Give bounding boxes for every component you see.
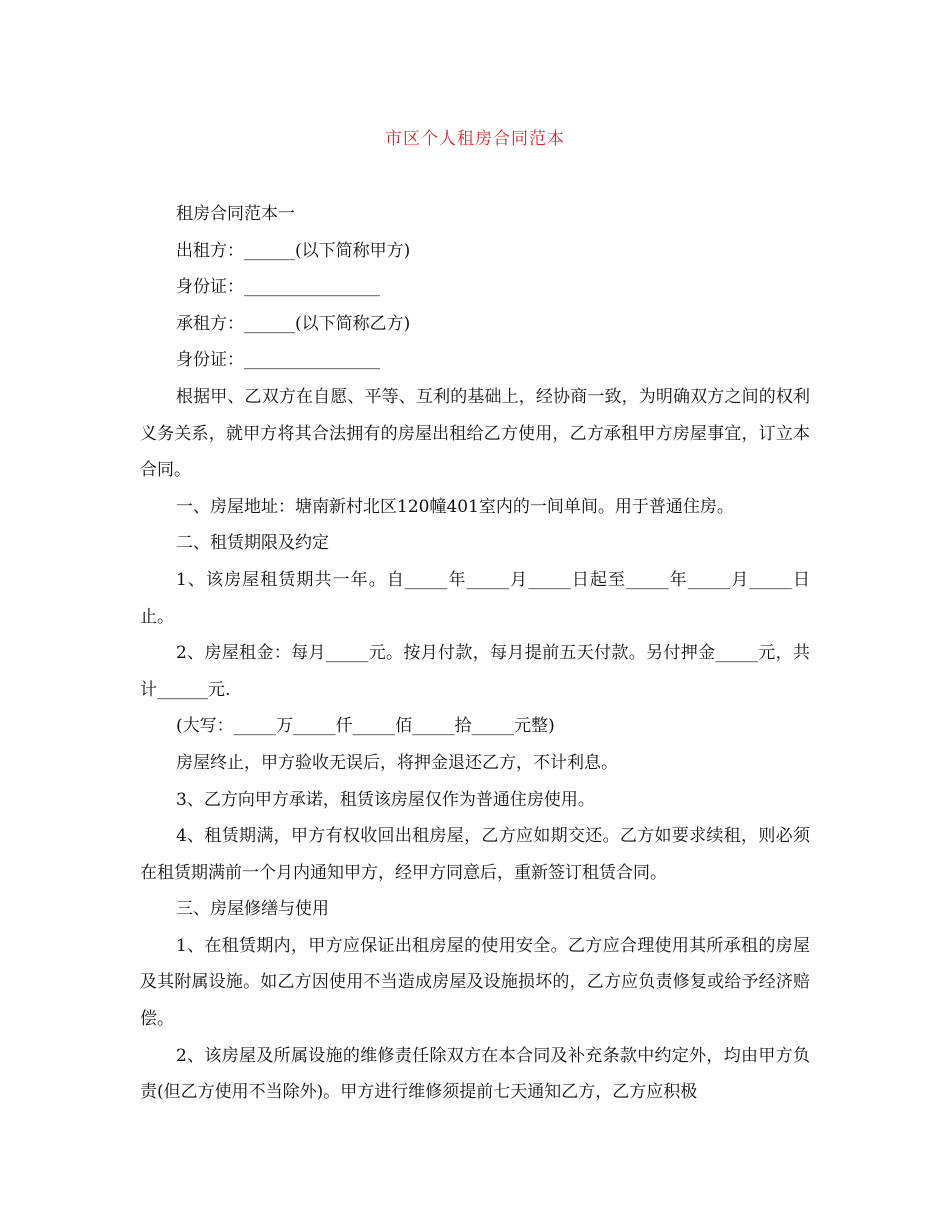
document-title: 市区个人租房合同范本 (385, 129, 565, 149)
paragraph-deposit-return: 房屋终止，甲方验收无误后，将押金退还乙方，不计利息。 (176, 752, 618, 773)
paragraph-repair-1: 1、在租赁期内，甲方应保证出租房屋的使用安全。乙方应合理使用其所承租的房屋及其附属设施。如乙方因使用不当造成房屋及设施损坏的，乙方应负责修复或给予经济赔偿。 (140, 935, 810, 1030)
paragraph-address: 一、房屋地址：塘南新村北区120幢401室内的一间单间。用于普通住房。 (176, 496, 734, 517)
paragraph-lessee: 承租方：______(以下简称乙方) (176, 313, 411, 334)
document-body (140, 196, 810, 1111)
paragraph-lessor-id: 身份证：________________ (176, 277, 380, 298)
paragraph-repair-2: 2、该房屋及所属设施的维修责任除双方在本合同及补充条款中约定外，均由甲方负责(但乙方使用不当除外)。甲方进行维修须提前七天通知乙方，乙方应积极 (140, 1045, 810, 1103)
paragraph-lessor: 出租方：______(以下简称甲方) (176, 240, 411, 261)
paragraph-term-3: 3、乙方向甲方承诺，租赁该房屋仅作为普通住房使用。 (176, 789, 595, 810)
section-repair: 三、房屋修缮与使用 (176, 899, 329, 920)
paragraph-term-2: 2、房屋租金：每月_____元。按月付款，每月提前五天付款。另付押金_____元，共计______元. (140, 643, 810, 700)
paragraph-term-4: 4、租赁期满，甲方有权收回出租房屋，乙方应如期交还。乙方如要求续租，则必须在租赁期满前一个月内通知甲方，经甲方同意后，重新签订租赁合同。 (140, 826, 810, 883)
paragraph-amount-words: (大写：_____万_____仟_____佰_____拾_____元整) (176, 716, 555, 737)
paragraph-lessee-id: 身份证：________________ (176, 350, 380, 371)
paragraph-preamble: 根据甲、乙双方在自愿、平等、互利的基础上，经协商一致，为明确双方之间的权利义务关系，就甲方将其合法拥有的房屋出租给乙方使用，乙方承租甲方房屋事宜，订立本合同。 (140, 386, 810, 481)
paragraph-term-1: 1、该房屋租赁期共一年。自_____年_____月_____日起至_____年_____月_____日止。 (140, 569, 810, 627)
paragraph-heading: 租房合同范本一 (176, 204, 295, 224)
section-term: 二、租赁期限及约定 (176, 533, 329, 554)
